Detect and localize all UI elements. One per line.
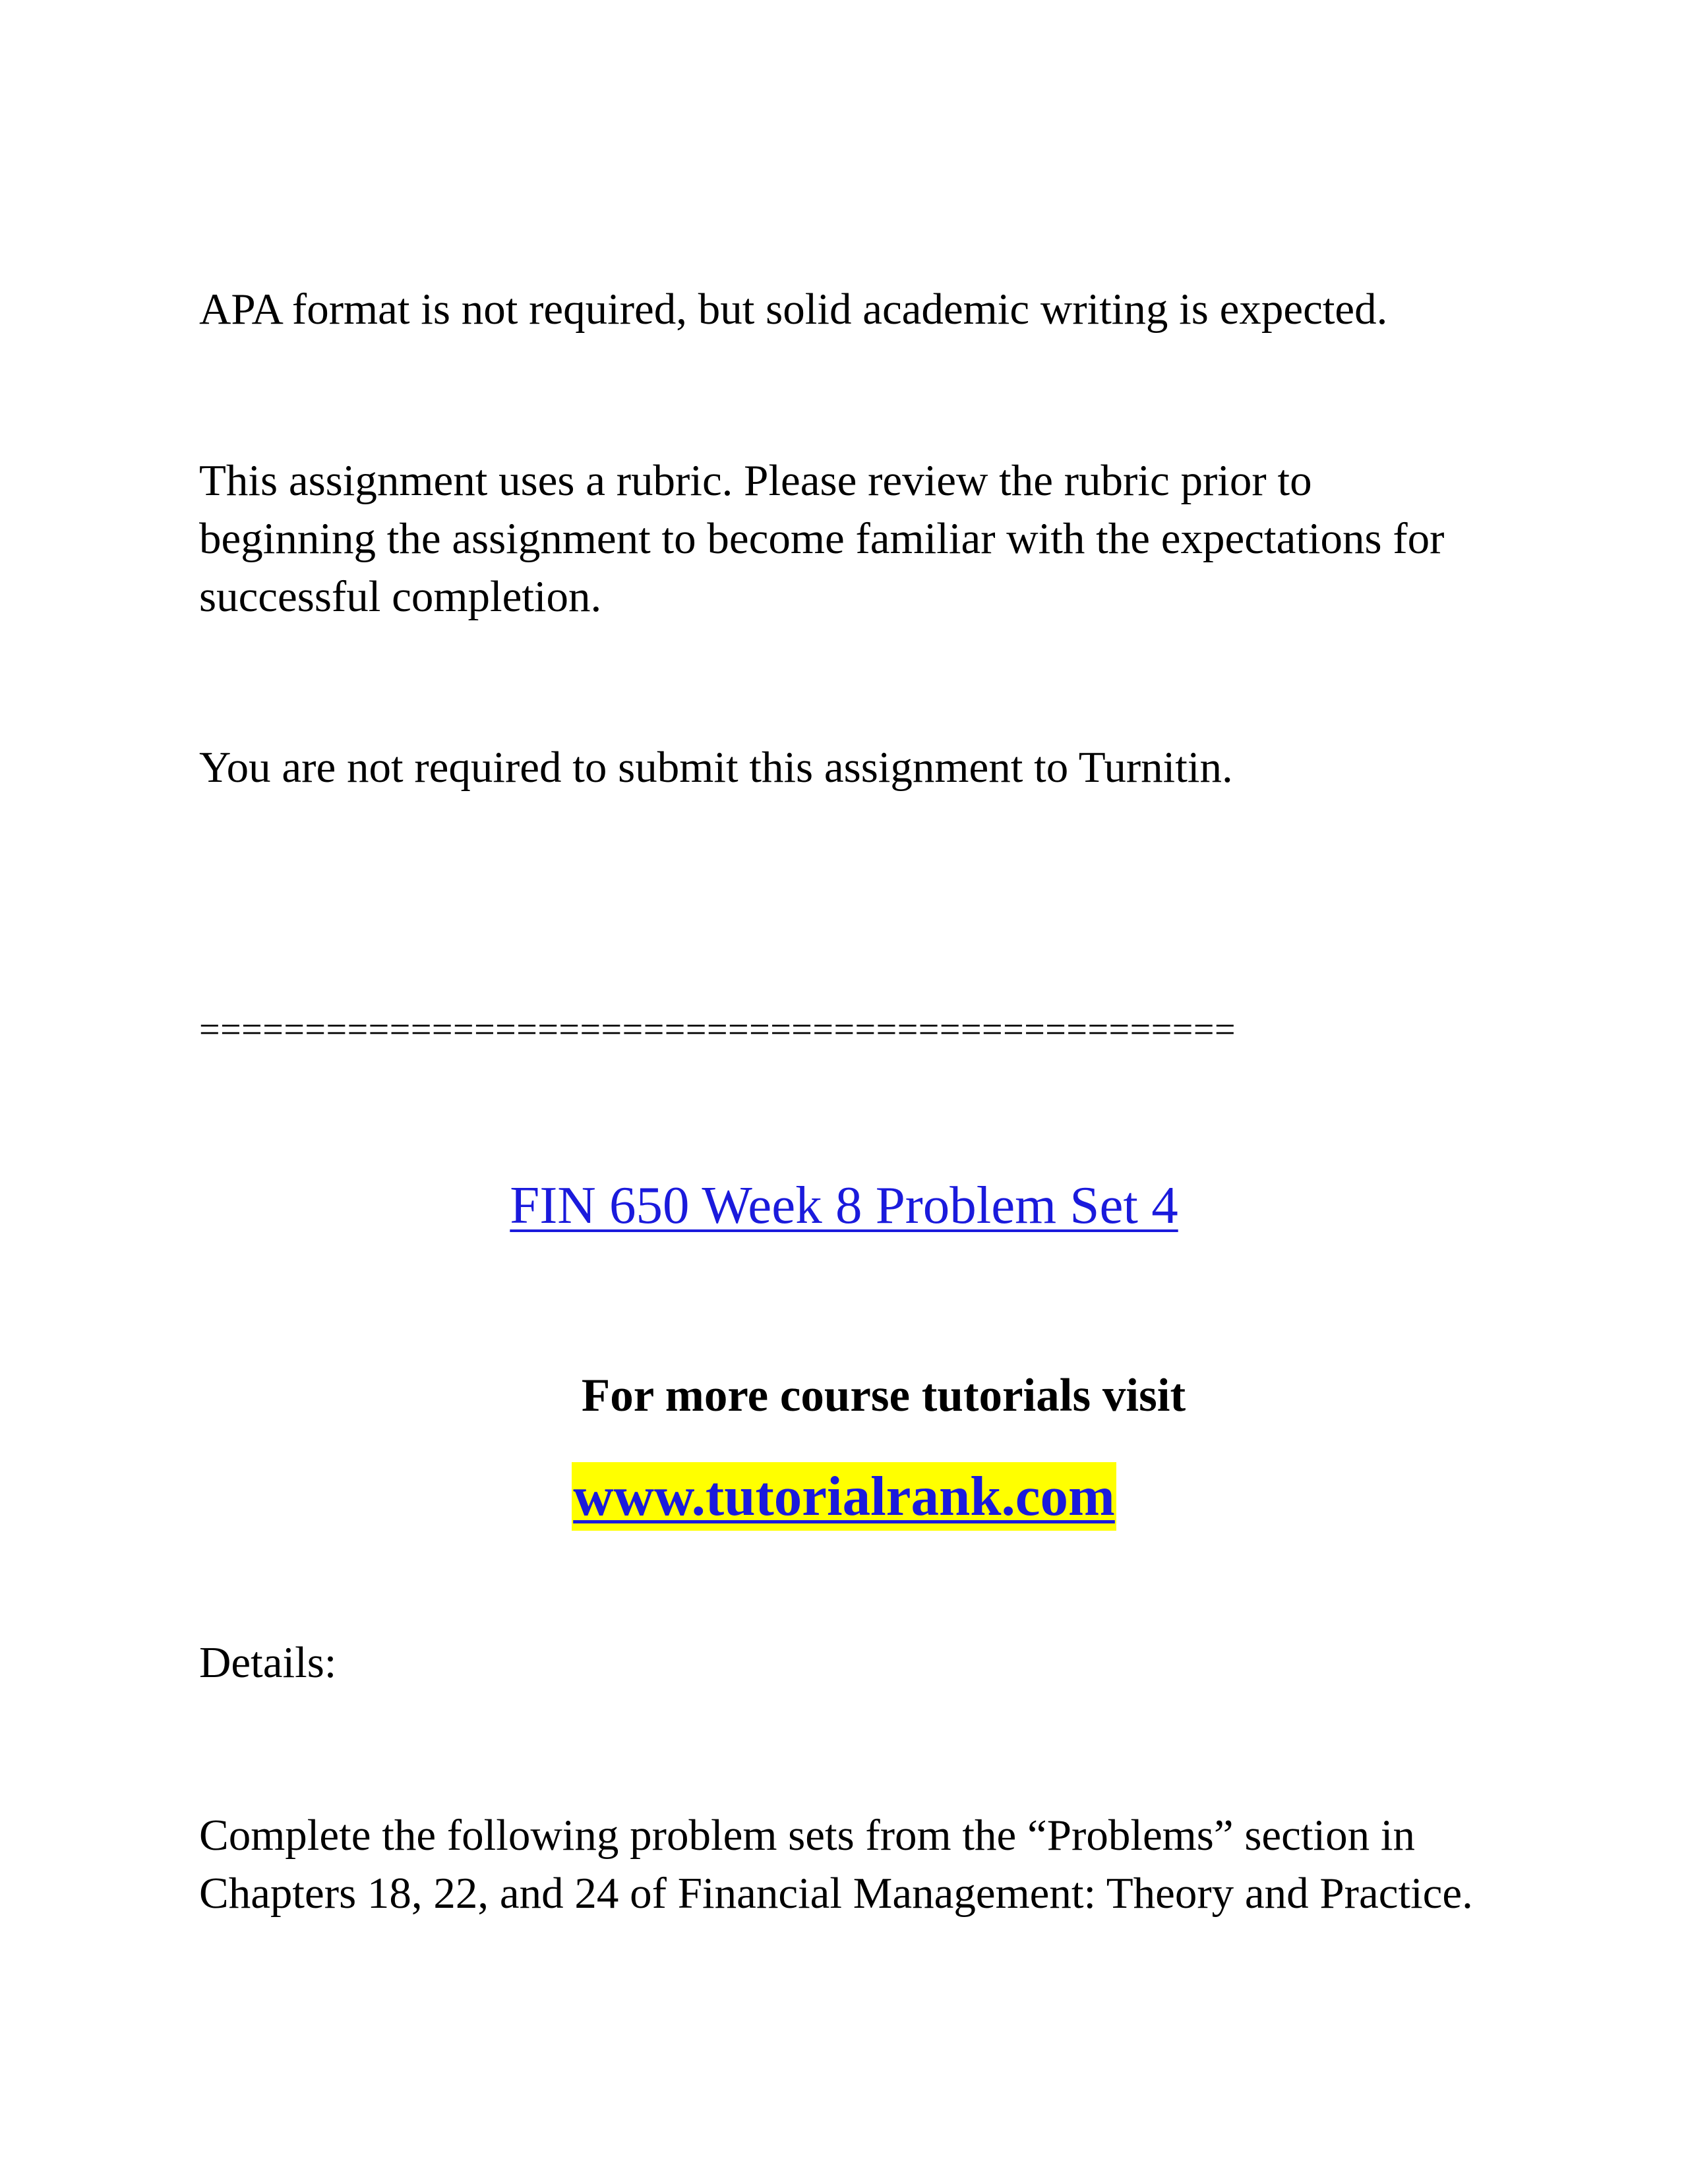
site-link-row xyxy=(0,1462,1688,1531)
promo-text: For more course tutorials visit xyxy=(581,1370,1186,1421)
tutorialrank-site-link[interactable]: www.tutorialrank.com xyxy=(572,1462,1116,1531)
rubric-note-line-1: This assignment uses a rubric. Please review the rubric prior to xyxy=(199,456,1312,505)
problem-set-title-link[interactable]: FIN 650 Week 8 Problem Set 4 xyxy=(510,1175,1178,1235)
instructions-line-1: Complete the following problem sets from the “Problems” section in xyxy=(199,1811,1416,1860)
rubric-note-line-2: beginning the assignment to become familiar with the expectations for xyxy=(199,514,1445,563)
turnitin-note: You are not required to submit this assignment to Turnitin. xyxy=(199,743,1233,792)
title-link-row xyxy=(0,1172,1688,1238)
apa-format-note: APA format is not required, but solid academic writing is expected. xyxy=(199,285,1388,334)
separator-line: ================================================= xyxy=(199,1009,1236,1050)
instructions-line-2: Chapters 18, 22, and 24 of Financial Management: Theory and Practice. xyxy=(199,1869,1473,1918)
details-label: Details: xyxy=(199,1638,337,1687)
rubric-note-line-3: successful completion. xyxy=(199,572,602,621)
